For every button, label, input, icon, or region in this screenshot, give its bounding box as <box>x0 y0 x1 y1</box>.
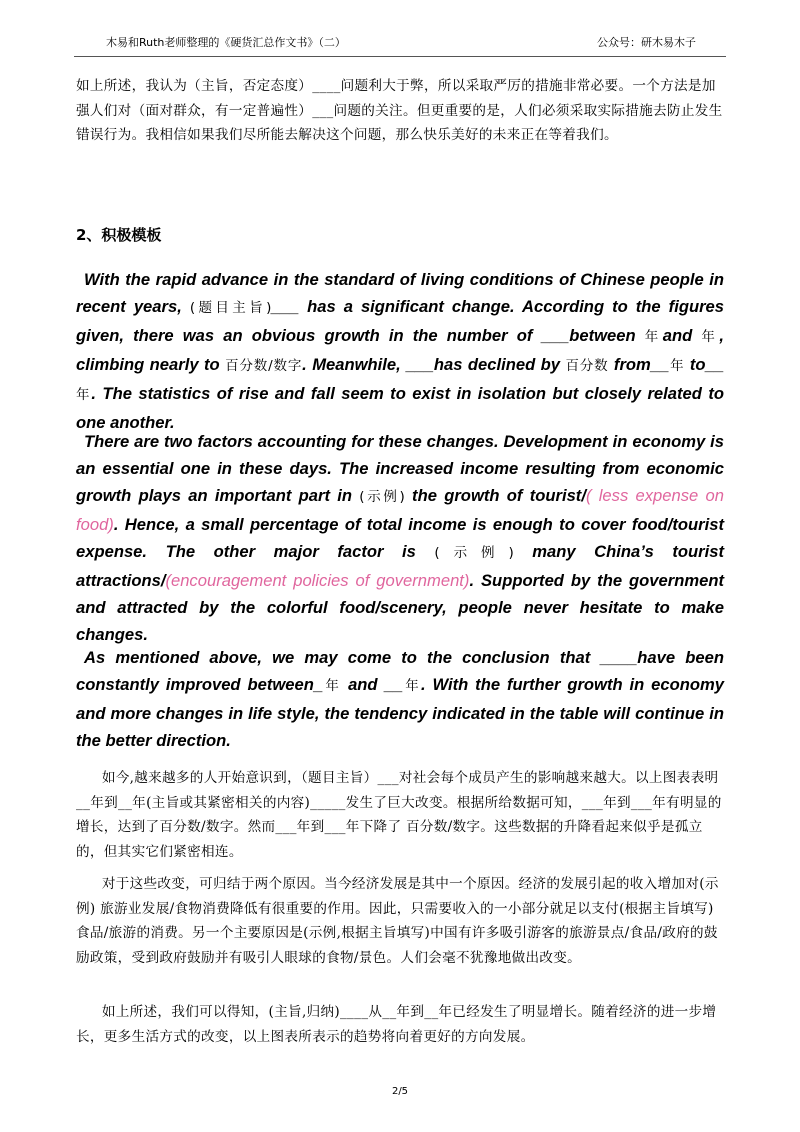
english-paragraph-3 <box>76 644 724 754</box>
chinese-paragraph-1: 如今,越来越多的人开始意识到，（题目主旨）___对社会每个成员产生的影响越来越大。以上图表表明__年到__年(主旨或其紧密相关的内容)_____发生了巨大改变。根据所给数据可知，___年到___年有明显的增长，达到了百分数/数字。然而___年到___年下降了 百分数/数字。这些数据的升降看起来似乎是孤立的，但其实它们紧密相连。 <box>76 770 722 860</box>
text-run: With the rapid advance in the standard of living conditions of Chinese people in recent years, <box>76 270 724 316</box>
text-run: , climbing nearly to <box>76 326 724 374</box>
text-run: . Meanwhile, ___has declined by <box>302 355 566 374</box>
header-account: 公众号：研木易木子 <box>597 36 696 49</box>
text-run: There are two factors accounting for these changes. Development in economy is an essential one in these days. The increased income resulting from economic growth plays an important part in <box>76 432 724 505</box>
text-run: . With the further growth in economy and more changes in life style, the tendency indicated in the table will continue in the better direction. <box>76 675 725 750</box>
highlight-note: (encouragement policies of government) <box>165 571 470 590</box>
cn-placeholder: (题目主旨) <box>189 300 272 316</box>
text-run: ___ has a significant change. According to the figures given, there was an obvious growth in the number of ___between <box>76 297 725 345</box>
cn-placeholder: 年 <box>644 329 663 345</box>
header-divider <box>74 56 726 57</box>
text-run: many China’s tourist attractions/ <box>76 542 724 590</box>
english-paragraph-1 <box>76 266 724 436</box>
english-paragraph-2 <box>76 428 724 648</box>
text-run: . The statistics of rise and fall seem to exist in isolation but closely related to one another. <box>76 384 724 432</box>
text-run: to__ <box>684 355 725 374</box>
text-run: . Supported by the government and attracted by the colorful food/scenery, people never hesitate to make changes. <box>76 571 724 644</box>
page-header <box>74 34 726 52</box>
cn-placeholder: 年 <box>76 387 92 403</box>
text-run: and __ <box>341 675 403 694</box>
header-title: 木易和Ruth老师整理的《硬货汇总作文书》（二） <box>106 36 346 49</box>
cn-placeholder: (示例) <box>359 489 405 505</box>
cn-placeholder: 年 <box>323 678 342 694</box>
cn-placeholder: (示例) <box>434 545 514 561</box>
cn-placeholder: 年 <box>402 678 421 694</box>
text-run: As mentioned above, we may come to the conclusion that ____have been constantly improved between_ <box>76 648 724 694</box>
page-number: 2/5 <box>391 1086 409 1097</box>
text-run: and <box>662 326 702 345</box>
chinese-paragraph-2: 对于这些改变，可归结于两个原因。当今经济发展是其中一个原因。经济的发展引起的收入增加对(示例) 旅游业发展/食物消费降低有很重要的作用。因此，只需要收入的一小部分就足以支付(根据主旨填写) 食品/旅游的消费。另一个主要原因是(示例,根据主旨填写)中国有许多吸引游客的旅游景点/食品/政府的鼓励政策，受到政府鼓励并有吸引人眼球的食物/景色。人们会毫不犹豫地做出改变。 <box>76 876 719 966</box>
text-run: . Hence, a small percentage of total income is enough to cover food/tourist expense. The other major factor is <box>76 515 724 561</box>
intro-paragraph: 如上所述，我认为（主旨，否定态度）____问题利大于弊，所以采取严厉的措施非常必要。一个方法是加强人们对（面对群众，有一定普遍性）___问题的关注。但更重要的是，人们必须采取实际措施去防止发生错误行为。我相信如果我们尽所能去解决这个问题，那么快乐美好的未来正在等着我们。 <box>76 78 723 143</box>
section-heading: 2、积极模板 <box>76 226 162 244</box>
cn-placeholder: 年 <box>701 329 720 345</box>
text-run: from__ <box>608 355 670 374</box>
highlight-note: ( less expense on food) <box>76 486 724 534</box>
chinese-paragraph-3: 如上所述，我们可以得知，(主旨,归纳)____从__年到__年已经发生了明显增长。随着经济的进一步增长，更多生活方式的改变，以上图表所表示的趋势将向着更好的方向发展。 <box>76 1004 717 1045</box>
cn-placeholder: 百分数/数字 <box>225 358 303 374</box>
text-run: the growth of tourist/ <box>404 486 586 505</box>
cn-placeholder: 百分数 <box>565 358 609 374</box>
cn-placeholder: 年 <box>669 358 685 374</box>
